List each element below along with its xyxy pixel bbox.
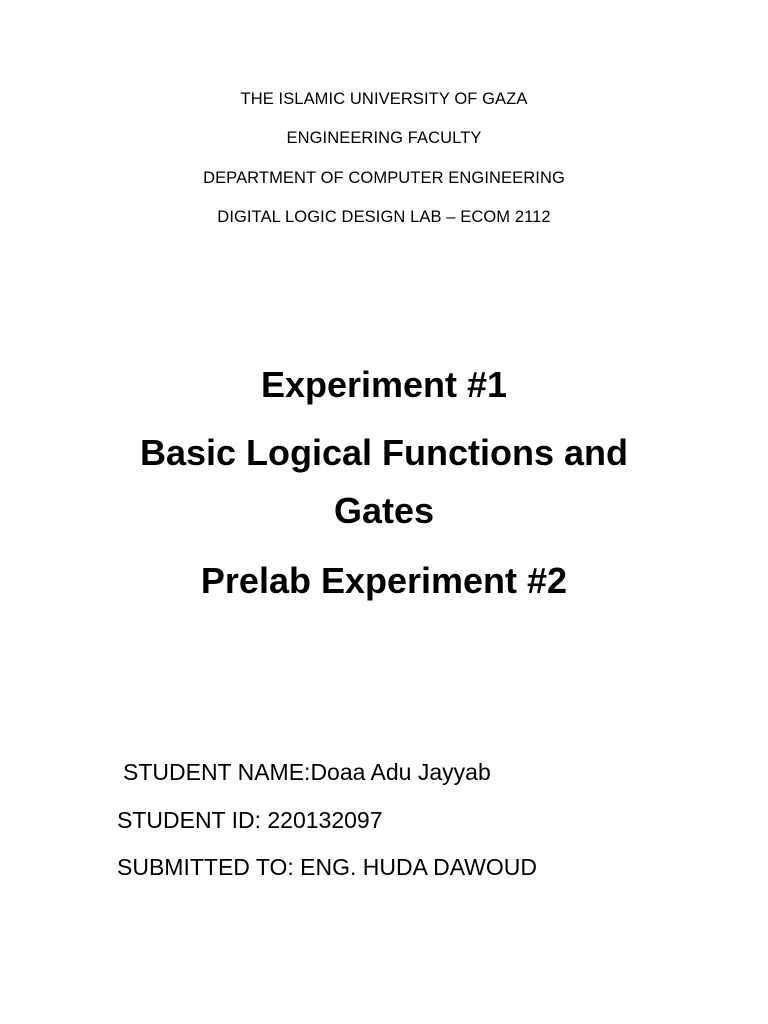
subject-title-line-2: Gates bbox=[333, 490, 435, 531]
prelab-title: Prelab Experiment #2 bbox=[200, 560, 568, 601]
student-name-label: STUDENT NAME: bbox=[123, 759, 311, 785]
department-name: DEPARTMENT OF COMPUTER ENGINEERING bbox=[203, 169, 565, 187]
faculty-name: ENGINEERING FACULTY bbox=[286, 129, 482, 147]
student-name-value: Doaa Adu Jayyab bbox=[310, 759, 491, 785]
student-id-label: STUDENT ID: bbox=[117, 807, 261, 833]
student-name-line bbox=[123, 759, 491, 786]
experiment-title: Experiment #1 bbox=[260, 364, 508, 405]
course-name: DIGITAL LOGIC DESIGN LAB – ECOM 2112 bbox=[217, 208, 551, 226]
submitted-to-value: ENG. HUDA DAWOUD bbox=[300, 854, 537, 880]
submitted-to-line bbox=[117, 854, 537, 881]
student-id-value: 220132097 bbox=[267, 807, 383, 833]
submitted-to-label: SUBMITTED TO: bbox=[117, 854, 294, 880]
subject-title-line-1: Basic Logical Functions and bbox=[139, 432, 629, 473]
student-id-line bbox=[117, 807, 383, 834]
university-name: THE ISLAMIC UNIVERSITY OF GAZA bbox=[240, 90, 528, 108]
